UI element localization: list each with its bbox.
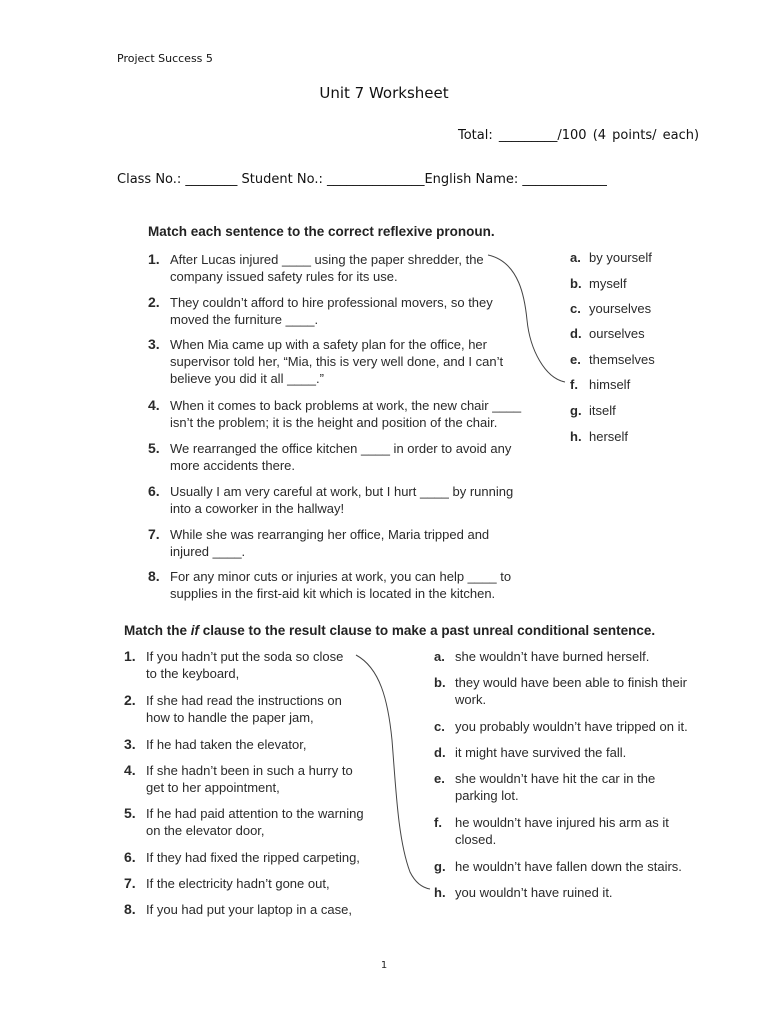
option-text: myself (589, 276, 627, 291)
question-text-line: If she hadn’t been in such a hurry to (146, 763, 353, 778)
question-number: 7. (124, 875, 136, 891)
option-text-line: she wouldn’t have burned herself. (455, 649, 650, 664)
question-text-line: If she had read the instructions on (146, 693, 342, 708)
question-text-line: If he had taken the elevator, (146, 737, 307, 752)
option-text: herself (589, 429, 629, 444)
question-number: 8. (148, 568, 160, 584)
option-letter: e. (570, 352, 581, 367)
student-info-line: Class No.: ________ Student No.: _______________English Name: _____________ (117, 172, 607, 187)
question-number: 4. (124, 762, 136, 778)
question-number: 7. (148, 526, 160, 542)
question-text-line: If they had fixed the ripped carpeting, (146, 850, 360, 865)
option-text: yourselves (589, 301, 652, 316)
option-text: themselves (589, 352, 655, 367)
question-text-line: When it comes to back problems at work, the new chair ____ (170, 398, 522, 413)
question-text-line: more accidents there. (170, 458, 296, 473)
question-number: 3. (148, 336, 160, 352)
option-letter: g. (434, 859, 446, 874)
section2-title: Match the if clause to the result clause to make a past unreal conditional sentence. (124, 623, 656, 638)
worksheet-title: Unit 7 Worksheet (319, 84, 449, 102)
question-text-line: into a coworker in the hallway! (170, 501, 345, 516)
question-text-line: believe you did it all ____.” (170, 371, 324, 386)
question-text-line: For any minor cuts or injuries at work, you can help ____ to (170, 569, 512, 584)
question-text-line: how to handle the paper jam, (146, 710, 314, 725)
total-score-line: Total: _________/100 (4 points/ each) (458, 128, 700, 143)
option-letter: e. (434, 771, 445, 786)
option-text-line: it might have survived the fall. (455, 745, 627, 760)
question-text-line: isn’t the problem; it is the height and position of the chair. (170, 415, 498, 430)
question-number: 2. (148, 294, 160, 310)
question-number: 5. (124, 805, 136, 821)
option-text-line: work. (455, 692, 487, 707)
question-text-line: get to her appointment, (146, 780, 280, 795)
question-number: 4. (148, 397, 160, 413)
question-number: 1. (124, 648, 136, 664)
question-text-line: When Mia came up with a safety plan for the office, her (170, 337, 487, 352)
option-letter: f. (434, 815, 442, 830)
question-text-line: on the elevator door, (146, 823, 265, 838)
question-text-line: supervisor told her, “Mia, this is very well done, and I can’t (170, 354, 504, 369)
question-number: 8. (124, 901, 136, 917)
option-letter: h. (570, 429, 582, 444)
question-number: 3. (124, 736, 136, 752)
option-text-line: you wouldn’t have ruined it. (455, 885, 613, 900)
option-text-line: parking lot. (455, 788, 519, 803)
option-letter: g. (570, 403, 582, 418)
question-text-line: injured ____. (170, 544, 246, 559)
question-text-line: We rearranged the office kitchen ____ in order to avoid any (170, 441, 512, 456)
option-letter: d. (434, 745, 446, 760)
question-text-line: company issued safety rules for its use. (170, 269, 398, 284)
question-text-line: Usually I am very careful at work, but I hurt ____ by running (170, 484, 514, 499)
option-text: itself (589, 403, 616, 418)
question-text-line: moved the furniture ____. (170, 312, 319, 327)
question-number: 5. (148, 440, 160, 456)
question-number: 2. (124, 692, 136, 708)
option-text-line: she wouldn’t have hit the car in the (455, 771, 656, 786)
question-text-line: If the electricity hadn’t gone out, (146, 876, 330, 891)
question-text-line: If you hadn’t put the soda so close (146, 649, 344, 664)
question-number: 6. (124, 849, 136, 865)
question-number: 1. (148, 251, 160, 267)
option-letter: f. (570, 377, 578, 392)
question-text-line: If you had put your laptop in a case, (146, 902, 352, 917)
option-letter: a. (434, 649, 445, 664)
question-number: 6. (148, 483, 160, 499)
question-text-line: After Lucas injured ____ using the paper shredder, the (170, 252, 484, 267)
option-letter: b. (570, 276, 582, 291)
option-text: by yourself (589, 250, 652, 265)
option-text-line: he wouldn’t have fallen down the stairs. (455, 859, 682, 874)
question-text-line: While she was rearranging her office, Maria tripped and (170, 527, 490, 542)
option-text-line: closed. (455, 832, 497, 847)
option-letter: c. (434, 719, 445, 734)
question-text-line: supplies in the first-aid kit which is located in the kitchen. (170, 586, 496, 601)
option-text: ourselves (589, 326, 645, 341)
option-text-line: they would have been able to finish their (455, 675, 687, 690)
option-text-line: you probably wouldn’t have tripped on it. (455, 719, 688, 734)
section1-title: Match each sentence to the correct reflexive pronoun. (148, 224, 495, 239)
question-text-line: They couldn’t afford to hire professional movers, so they (170, 295, 493, 310)
option-letter: c. (570, 301, 581, 316)
option-letter: d. (570, 326, 582, 341)
question-text-line: If he had paid attention to the warning (146, 806, 364, 821)
option-text-line: he wouldn’t have injured his arm as it (455, 815, 669, 830)
question-text-line: to the keyboard, (146, 666, 240, 681)
course-name: Project Success 5 (117, 52, 213, 65)
option-letter: b. (434, 675, 446, 690)
option-letter: a. (570, 250, 581, 265)
option-text: himself (589, 377, 631, 392)
page-number: 1 (380, 960, 388, 971)
option-letter: h. (434, 885, 446, 900)
